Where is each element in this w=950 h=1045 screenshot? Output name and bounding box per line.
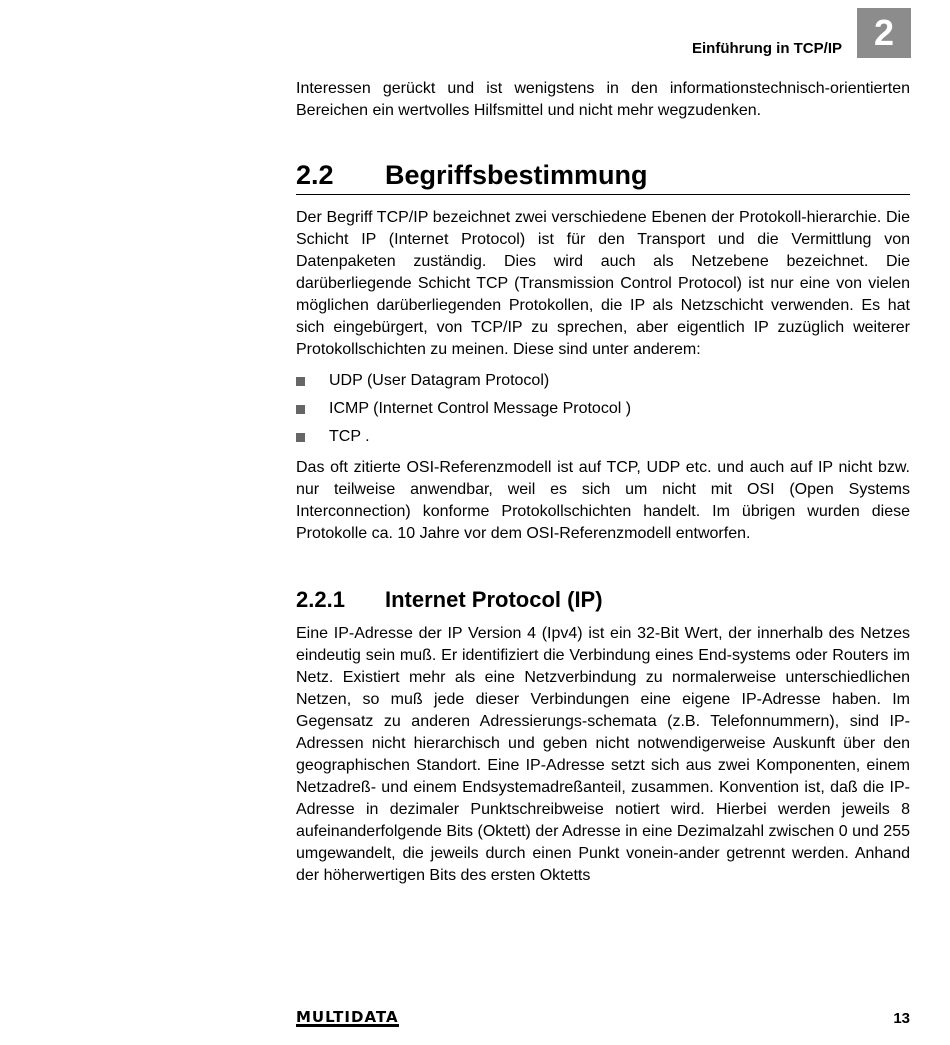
subsection-number: 2.2.1 <box>296 587 345 612</box>
page-content <box>296 78 910 887</box>
section-number: 2.2 <box>296 160 334 190</box>
list-item-text: ICMP (Internet Control Message Protocol ) <box>329 400 632 417</box>
intro-paragraph: Interessen gerückt und ist wenigstens in den informationstechnisch-orientierten Bereichen ein wertvolles Hilfsmittel und nicht mehr wegzudenken. <box>296 80 910 119</box>
chapter-number-badge: 2 <box>857 8 911 58</box>
list-item <box>296 395 910 423</box>
page-number: 13 <box>893 1010 910 1027</box>
subsection-title: Internet Protocol (IP) <box>385 587 603 612</box>
protocol-list <box>296 367 910 451</box>
list-item-text: UDP (User Datagram Protocol) <box>329 372 550 389</box>
bullet-square-icon <box>296 405 305 414</box>
list-item <box>296 367 910 395</box>
section-paragraph-2: Das oft zitierte OSI-Referenzmodell ist auf TCP, UDP etc. und auch auf IP nicht bzw. nur teilweise anwendbar, weil es sich um nicht mit OSI (Open Systems Interconnection) konforme Protokollschichten handelt. Im übrigen wurden diese Protokolle ca. 10 Jahre vor dem OSI-Referenzmodell entworfen. <box>296 459 910 542</box>
running-header-title: Einführung in TCP/IP <box>692 40 842 57</box>
bullet-square-icon <box>296 377 305 386</box>
subsection-paragraph: Eine IP-Adresse der IP Version 4 (Ipv4) ist ein 32-Bit Wert, der innerhalb des Netzes eindeutig sein muß. Er identifiziert die Verbindung eines End-systems oder Routers im Netz. Existiert mehr als eine Netzverbindung zu normalerweise unterschiedlichen Netzen, so muß jede dieser Verbindungen eine eigene IP-Adresse haben. Im Gegensatz zu anderen Adressierungs-schemata (z.B. Telefonnummern), sind IP-Adressen nicht hierarchisch und geben nicht notwendigerweise Auskunft über den geographischen Standort. Eine IP-Adresse setzt sich aus zwei Komponenten, einem Netzadreß- und einem Endsystemadreßanteil, zusammen. Konvention ist, daß die IP-Adresse in dezimaler Punktschreibweise notiert wird. Hierbei werden jeweils 8 aufeinanderfolgende Bits (Oktett) der Adresse in eine Dezimalzahl zwischen 0 und 255 umgewandelt, die jeweils durch einen Punkt vonein-ander getrennt werden. Anhand der höherwertigen Bits des ersten Oktetts <box>296 625 910 884</box>
section-heading <box>296 158 910 195</box>
list-item <box>296 423 910 451</box>
bullet-square-icon <box>296 433 305 442</box>
publisher-logo: MULTIDATA <box>296 1008 399 1026</box>
section-paragraph-1: Der Begriff TCP/IP bezeichnet zwei verschiedene Ebenen der Protokoll-hierarchie. Die Schicht IP (Internet Protocol) ist für den Transport und die Vermittlung von Datenpaketen zuständig. Dies wird auch als Netzebene bezeichnet. Die darüberliegende Schicht TCP (Transmission Control Protocol) ist nur eine von vielen möglichen darüberliegenden Protokollen, die IP als Netzschicht verwenden. Es hat sich eingebürgert, von TCP/IP zu sprechen, aber eigentlich IP zuzüglich weiterer Protokollschichten zu meinen. Diese sind unter anderem: <box>296 209 910 358</box>
list-item-text: TCP . <box>329 428 370 445</box>
section-title: Begriffsbestimmung <box>385 160 648 190</box>
subsection-heading <box>296 585 910 615</box>
